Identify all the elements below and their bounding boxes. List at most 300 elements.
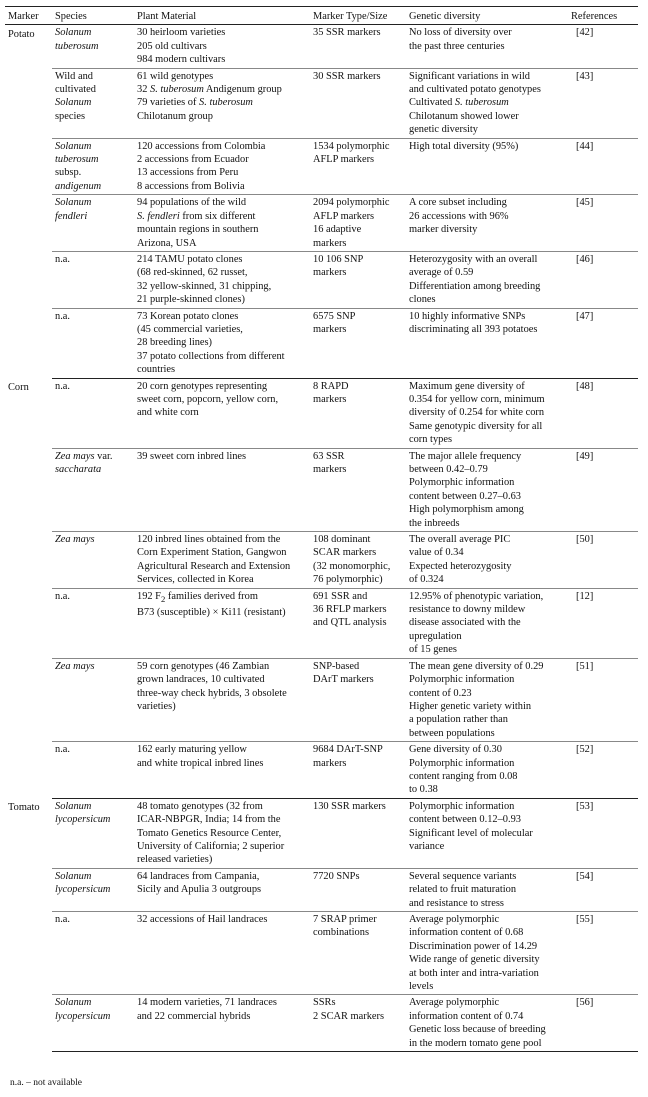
text-run: 10 106 SNP bbox=[313, 253, 364, 265]
text-run: 0.354 for yellow corn, minimum bbox=[409, 393, 545, 405]
text-run: var. bbox=[94, 450, 113, 462]
cell-line bbox=[313, 926, 403, 939]
cell-line bbox=[55, 253, 131, 266]
cell-line bbox=[55, 913, 131, 926]
text-run: 63 SSR bbox=[313, 450, 345, 462]
cell-line bbox=[409, 687, 565, 700]
text-run: 20 corn genotypes representing bbox=[137, 380, 268, 392]
cell-line bbox=[409, 476, 565, 489]
cell-line bbox=[55, 310, 131, 323]
plant-material-cell bbox=[134, 532, 310, 589]
text-run: 30 SSR markers bbox=[313, 70, 381, 82]
text-run: species bbox=[55, 110, 86, 122]
text-run: of 15 genes bbox=[409, 644, 457, 656]
cell-line bbox=[409, 253, 565, 266]
cell-line bbox=[409, 827, 565, 840]
cell-line bbox=[313, 323, 403, 336]
cell-line bbox=[313, 140, 403, 153]
cell-line bbox=[55, 813, 131, 826]
text-run: released varieties) bbox=[137, 854, 213, 866]
species-cell bbox=[52, 995, 134, 1052]
cell-line bbox=[409, 40, 565, 53]
text-run: Heterozygosity with an overall bbox=[409, 253, 538, 265]
cell-line bbox=[137, 83, 307, 96]
text-run: and QTL analysis bbox=[313, 617, 387, 629]
text-run: levels bbox=[409, 981, 434, 993]
cell-line bbox=[137, 870, 307, 883]
cell-line bbox=[409, 616, 565, 629]
marker-type-cell bbox=[310, 448, 406, 531]
species-cell bbox=[52, 658, 134, 741]
cell-line bbox=[137, 40, 307, 53]
marker-type-cell bbox=[310, 588, 406, 658]
text-run: disease associated with the bbox=[409, 617, 521, 629]
text-run: Sicily and Apulia 3 outgroups bbox=[137, 884, 262, 896]
marker-type-cell bbox=[310, 68, 406, 138]
genetic-diversity-cell bbox=[406, 378, 568, 448]
reference-cell: [45] bbox=[568, 195, 638, 252]
text-run: clones bbox=[409, 294, 436, 306]
cell-line bbox=[137, 590, 307, 606]
text-run: Agricultural Research and Extension bbox=[137, 560, 291, 572]
italic-text: Solanum bbox=[55, 870, 92, 882]
marker-group-label: Corn bbox=[8, 382, 29, 394]
table-body bbox=[5, 25, 638, 1052]
header-plant-material: Plant Material bbox=[134, 7, 310, 25]
cell-line bbox=[409, 490, 565, 503]
text-run: markers bbox=[313, 323, 347, 335]
table-row bbox=[5, 588, 638, 658]
cell-line bbox=[409, 603, 565, 616]
cell-line bbox=[409, 743, 565, 756]
cell-line bbox=[409, 713, 565, 726]
marker-type-cell bbox=[310, 195, 406, 252]
marker-type-cell bbox=[310, 912, 406, 995]
genetic-diversity-table bbox=[5, 6, 638, 1052]
cell-line bbox=[313, 660, 403, 673]
plant-material-cell bbox=[134, 378, 310, 448]
cell-line bbox=[137, 266, 307, 279]
cell-line bbox=[313, 800, 403, 813]
genetic-diversity-cell bbox=[406, 138, 568, 195]
text-run: corn types bbox=[409, 434, 452, 446]
cell-line bbox=[409, 140, 565, 153]
table-row bbox=[5, 868, 638, 911]
text-run: 35 SSR markers bbox=[313, 27, 381, 39]
cell-line bbox=[313, 253, 403, 266]
text-run: Maximum gene diversity of bbox=[409, 380, 525, 392]
cell-line bbox=[137, 363, 307, 376]
cell-line bbox=[409, 110, 565, 123]
reference-cell: [53] bbox=[568, 798, 638, 868]
cell-line bbox=[409, 573, 565, 586]
cell-line bbox=[137, 323, 307, 336]
text-run: the inbreeds bbox=[409, 517, 460, 529]
text-run: three-way check hybrids, 3 obsolete bbox=[137, 687, 287, 699]
cell-line bbox=[55, 743, 131, 756]
genetic-diversity-cell bbox=[406, 912, 568, 995]
text-run: and white corn bbox=[137, 407, 199, 419]
cell-line bbox=[55, 140, 131, 153]
cell-line bbox=[409, 83, 565, 96]
plant-material-cell bbox=[134, 658, 310, 741]
italic-text: Solanum bbox=[55, 27, 92, 39]
italic-text: Solanum bbox=[55, 197, 92, 209]
text-run: Differentiation among breeding bbox=[409, 280, 541, 292]
species-cell bbox=[52, 195, 134, 252]
plant-material-cell bbox=[134, 588, 310, 658]
text-run: Arizona, USA bbox=[137, 237, 197, 249]
text-run: 691 SSR and bbox=[313, 590, 368, 602]
species-cell bbox=[52, 532, 134, 589]
marker-type-cell bbox=[310, 658, 406, 741]
species-cell bbox=[52, 912, 134, 995]
text-run: Cultivated bbox=[409, 97, 455, 109]
reference-cell: [48] bbox=[568, 378, 638, 448]
text-run: from six different bbox=[179, 210, 256, 222]
genetic-diversity-cell bbox=[406, 588, 568, 658]
text-run: 94 populations of the wild bbox=[137, 197, 247, 209]
table-row bbox=[5, 912, 638, 995]
italic-text: Solanum bbox=[55, 997, 92, 1009]
cell-line bbox=[55, 450, 131, 463]
cell-line bbox=[409, 1037, 565, 1050]
cell-line bbox=[313, 237, 403, 250]
text-run: Average polymorphic bbox=[409, 914, 500, 925]
text-run: sweet corn, popcorn, yellow corn, bbox=[137, 393, 279, 405]
cell-line bbox=[313, 210, 403, 223]
text-run: to 0.38 bbox=[409, 784, 438, 796]
text-run: DArT markers bbox=[313, 674, 374, 686]
text-run: 984 modern cultivars bbox=[137, 54, 226, 66]
text-run: AFLP markers bbox=[313, 154, 375, 166]
text-run: 48 tomato genotypes (32 from bbox=[137, 800, 263, 812]
reference-cell: [46] bbox=[568, 251, 638, 308]
text-run: Polymorphic information bbox=[409, 674, 515, 686]
cell-line bbox=[137, 450, 307, 463]
marker-group-label: Potato bbox=[8, 29, 35, 41]
table-row bbox=[5, 195, 638, 252]
plant-material-cell bbox=[134, 742, 310, 799]
table-row bbox=[5, 658, 638, 741]
text-run: 73 Korean potato clones bbox=[137, 310, 239, 322]
cell-line bbox=[137, 673, 307, 686]
cell-line bbox=[313, 743, 403, 756]
cell-line bbox=[137, 406, 307, 419]
cell-line bbox=[55, 26, 131, 39]
text-run: average of 0.59 bbox=[409, 267, 474, 279]
text-run: cultivated bbox=[55, 84, 96, 96]
reference-cell: [47] bbox=[568, 308, 638, 378]
text-run: The major allele frequency bbox=[409, 450, 522, 462]
cell-line bbox=[409, 266, 565, 279]
cell-line bbox=[409, 1023, 565, 1036]
cell-line bbox=[409, 727, 565, 740]
text-run: and 22 commercial hybrids bbox=[137, 1010, 251, 1022]
reference-cell: [44] bbox=[568, 138, 638, 195]
header-species: Species bbox=[52, 7, 134, 25]
italic-text: andigenum bbox=[55, 180, 102, 192]
italic-text: Solanum bbox=[55, 97, 92, 109]
text-run: High total diversity (95%) bbox=[409, 140, 519, 152]
species-cell bbox=[52, 138, 134, 195]
reference-cell: [52] bbox=[568, 742, 638, 799]
cell-line bbox=[137, 280, 307, 293]
text-run: 2094 polymorphic bbox=[313, 197, 390, 209]
italic-text: saccharata bbox=[55, 464, 102, 475]
text-run: (32 monomorphic, bbox=[313, 560, 391, 572]
italic-text: S. tuberosum bbox=[199, 97, 253, 109]
cell-line bbox=[55, 996, 131, 1009]
text-run: n.a. bbox=[55, 914, 71, 925]
text-run: 9684 DArT-SNP bbox=[313, 744, 383, 756]
cell-line bbox=[409, 70, 565, 83]
species-cell bbox=[52, 251, 134, 308]
text-run: Services, collected in Korea bbox=[137, 574, 254, 586]
text-run: Same genotypic diversity for all bbox=[409, 420, 543, 432]
reference-cell: [50] bbox=[568, 532, 638, 589]
cell-line bbox=[55, 800, 131, 813]
italic-text: S. fendleri bbox=[137, 210, 180, 222]
genetic-diversity-cell bbox=[406, 658, 568, 741]
italic-text: Zea mays bbox=[55, 534, 95, 546]
text-run: at both inter and intra-variation bbox=[409, 967, 539, 979]
cell-line bbox=[137, 660, 307, 673]
text-run: 26 accessions with 96% bbox=[409, 210, 509, 222]
plant-material-cell bbox=[134, 995, 310, 1052]
cell-line bbox=[409, 800, 565, 813]
marker-type-cell bbox=[310, 995, 406, 1052]
cell-line bbox=[137, 533, 307, 546]
plant-material-cell bbox=[134, 308, 310, 378]
cell-line bbox=[313, 757, 403, 770]
genetic-diversity-cell bbox=[406, 68, 568, 138]
text-run: value of 0.34 bbox=[409, 547, 464, 559]
text-run: between populations bbox=[409, 727, 495, 739]
text-run: 8 RAPD bbox=[313, 380, 349, 392]
genetic-diversity-cell bbox=[406, 195, 568, 252]
marker-type-cell bbox=[310, 798, 406, 868]
text-run: 205 old cultivars bbox=[137, 40, 207, 52]
cell-line bbox=[409, 660, 565, 673]
cell-line bbox=[409, 393, 565, 406]
text-run: 61 wild genotypes bbox=[137, 70, 214, 82]
marker-type-cell bbox=[310, 868, 406, 911]
text-run: SNP-based bbox=[313, 660, 360, 672]
cell-line bbox=[137, 840, 307, 853]
cell-line bbox=[313, 590, 403, 603]
cell-line bbox=[409, 533, 565, 546]
text-run: B73 (susceptible) × Ki11 (resistant) bbox=[137, 607, 286, 619]
cell-line bbox=[409, 380, 565, 393]
text-run: University of California; 2 superior bbox=[137, 840, 285, 852]
italic-text: fendleri bbox=[55, 210, 88, 222]
text-run: upregulation bbox=[409, 630, 462, 642]
cell-line bbox=[137, 606, 307, 619]
table-row bbox=[5, 25, 638, 68]
italic-text: tuberosum bbox=[55, 154, 99, 166]
text-run: Andigenum group bbox=[203, 84, 282, 96]
genetic-diversity-cell bbox=[406, 251, 568, 308]
plant-material-cell bbox=[134, 912, 310, 995]
cell-line bbox=[55, 463, 131, 476]
cell-line bbox=[313, 913, 403, 926]
cell-line bbox=[313, 560, 403, 573]
text-run: 64 landraces from Campania, bbox=[137, 870, 260, 882]
header-marker-type-size: Marker Type/Size bbox=[310, 7, 406, 25]
text-run: A core subset including bbox=[409, 197, 507, 209]
cell-line bbox=[313, 393, 403, 406]
cell-line bbox=[137, 110, 307, 123]
text-run: 7720 SNPs bbox=[313, 870, 360, 882]
plant-material-cell bbox=[134, 251, 310, 308]
cell-line bbox=[409, 926, 565, 939]
cell-line bbox=[55, 83, 131, 96]
text-run: 8 accessions from Bolivia bbox=[137, 180, 245, 192]
cell-line bbox=[409, 433, 565, 446]
text-run: ICAR-NBPGR, India; 14 from the bbox=[137, 814, 281, 826]
text-run: AFLP markers bbox=[313, 210, 375, 222]
text-run: Wild and bbox=[55, 70, 93, 82]
subscript-text: 2 bbox=[160, 593, 166, 604]
italic-text: Zea mays bbox=[55, 660, 95, 672]
cell-line bbox=[55, 180, 131, 193]
cell-line bbox=[137, 96, 307, 109]
header-genetic-diversity: Genetic diversity bbox=[406, 7, 568, 25]
cell-line bbox=[409, 813, 565, 826]
reference-cell: [55] bbox=[568, 912, 638, 995]
text-run: Significant variations in wild bbox=[409, 70, 530, 82]
text-run: markers bbox=[313, 393, 347, 405]
table-row bbox=[5, 448, 638, 531]
cell-line bbox=[313, 70, 403, 83]
cell-line bbox=[55, 70, 131, 83]
cell-line bbox=[313, 546, 403, 559]
text-run: grown landraces, 10 cultivated bbox=[137, 674, 265, 686]
text-run: diversity of 0.254 for white corn bbox=[409, 407, 545, 419]
cell-line bbox=[313, 26, 403, 39]
italic-text: Zea mays bbox=[55, 450, 95, 462]
cell-line bbox=[137, 26, 307, 39]
text-run: marker diversity bbox=[409, 224, 478, 236]
cell-line bbox=[137, 687, 307, 700]
cell-line bbox=[409, 123, 565, 136]
text-run: content between 0.27–0.63 bbox=[409, 490, 521, 502]
cell-line bbox=[55, 380, 131, 393]
cell-line bbox=[137, 223, 307, 236]
text-run: 108 dominant bbox=[313, 534, 371, 546]
text-run: families derived from bbox=[165, 590, 258, 602]
cell-line bbox=[409, 980, 565, 993]
cell-line bbox=[313, 616, 403, 629]
text-run: Gene diversity of 0.30 bbox=[409, 744, 502, 756]
species-cell bbox=[52, 868, 134, 911]
header-marker: Marker bbox=[5, 7, 52, 25]
cell-line bbox=[313, 223, 403, 236]
text-run: subsp. bbox=[55, 167, 82, 179]
table-row bbox=[5, 995, 638, 1052]
cell-line bbox=[137, 573, 307, 586]
cell-line bbox=[137, 757, 307, 770]
cell-line bbox=[409, 96, 565, 109]
cell-line bbox=[137, 293, 307, 306]
text-run: 6575 SNP bbox=[313, 310, 356, 322]
text-run: 14 modern varieties, 71 landraces bbox=[137, 997, 277, 1009]
text-run: content between 0.12–0.93 bbox=[409, 814, 521, 826]
text-run: the past three centuries bbox=[409, 40, 505, 52]
genetic-diversity-cell bbox=[406, 868, 568, 911]
cell-line bbox=[137, 70, 307, 83]
cell-line bbox=[313, 996, 403, 1009]
text-run: combinations bbox=[313, 927, 369, 939]
cell-line bbox=[137, 210, 307, 223]
text-run: SSRs bbox=[313, 997, 336, 1009]
plant-material-cell bbox=[134, 25, 310, 68]
cell-line bbox=[137, 813, 307, 826]
text-run: 21 purple-skinned clones) bbox=[137, 294, 245, 306]
reference-cell: [42] bbox=[568, 25, 638, 68]
cell-line bbox=[137, 140, 307, 153]
marker-type-cell bbox=[310, 308, 406, 378]
marker-type-cell bbox=[310, 742, 406, 799]
table-header bbox=[5, 7, 638, 25]
cell-line bbox=[137, 800, 307, 813]
cell-line bbox=[409, 673, 565, 686]
cell-line bbox=[313, 673, 403, 686]
cell-line bbox=[313, 196, 403, 209]
text-run: content of 0.23 bbox=[409, 687, 472, 699]
italic-text: lycopersicum bbox=[55, 1010, 111, 1022]
text-run: Polymorphic information bbox=[409, 477, 515, 489]
cell-line bbox=[409, 700, 565, 713]
genetic-diversity-cell bbox=[406, 798, 568, 868]
cell-line bbox=[409, 913, 565, 926]
text-run: 59 corn genotypes (46 Zambian bbox=[137, 660, 270, 672]
text-run: resistance to downy mildew bbox=[409, 604, 526, 616]
cell-line bbox=[313, 1010, 403, 1023]
text-run: The overall average PIC bbox=[409, 534, 511, 546]
text-run: 32 accessions of Hail landraces bbox=[137, 914, 268, 925]
text-run: No loss of diversity over bbox=[409, 27, 512, 39]
italic-text: Solanum bbox=[55, 800, 92, 812]
text-run: variance bbox=[409, 840, 445, 852]
cell-line bbox=[137, 883, 307, 896]
text-run: High polymorphism among bbox=[409, 504, 524, 516]
cell-line bbox=[409, 450, 565, 463]
text-run: and white tropical inbred lines bbox=[137, 757, 264, 769]
table-row bbox=[5, 742, 638, 799]
cell-line bbox=[409, 1010, 565, 1023]
text-run: mountain regions in southern bbox=[137, 224, 259, 236]
cell-line bbox=[313, 380, 403, 393]
cell-line bbox=[137, 180, 307, 193]
reference-cell: [12] bbox=[568, 588, 638, 658]
genetic-diversity-cell bbox=[406, 25, 568, 68]
cell-line bbox=[137, 350, 307, 363]
cell-line bbox=[409, 630, 565, 643]
text-run: Chilotanum showed lower bbox=[409, 110, 519, 122]
table-row bbox=[5, 138, 638, 195]
text-run: 39 sweet corn inbred lines bbox=[137, 450, 247, 462]
italic-text: Solanum bbox=[55, 140, 92, 152]
text-run: 32 yellow-skinned, 31 chipping, bbox=[137, 280, 272, 292]
cell-line bbox=[55, 40, 131, 53]
text-run: 130 SSR markers bbox=[313, 800, 386, 812]
cell-line bbox=[409, 517, 565, 530]
cell-line bbox=[409, 463, 565, 476]
cell-line bbox=[409, 420, 565, 433]
cell-line bbox=[313, 533, 403, 546]
